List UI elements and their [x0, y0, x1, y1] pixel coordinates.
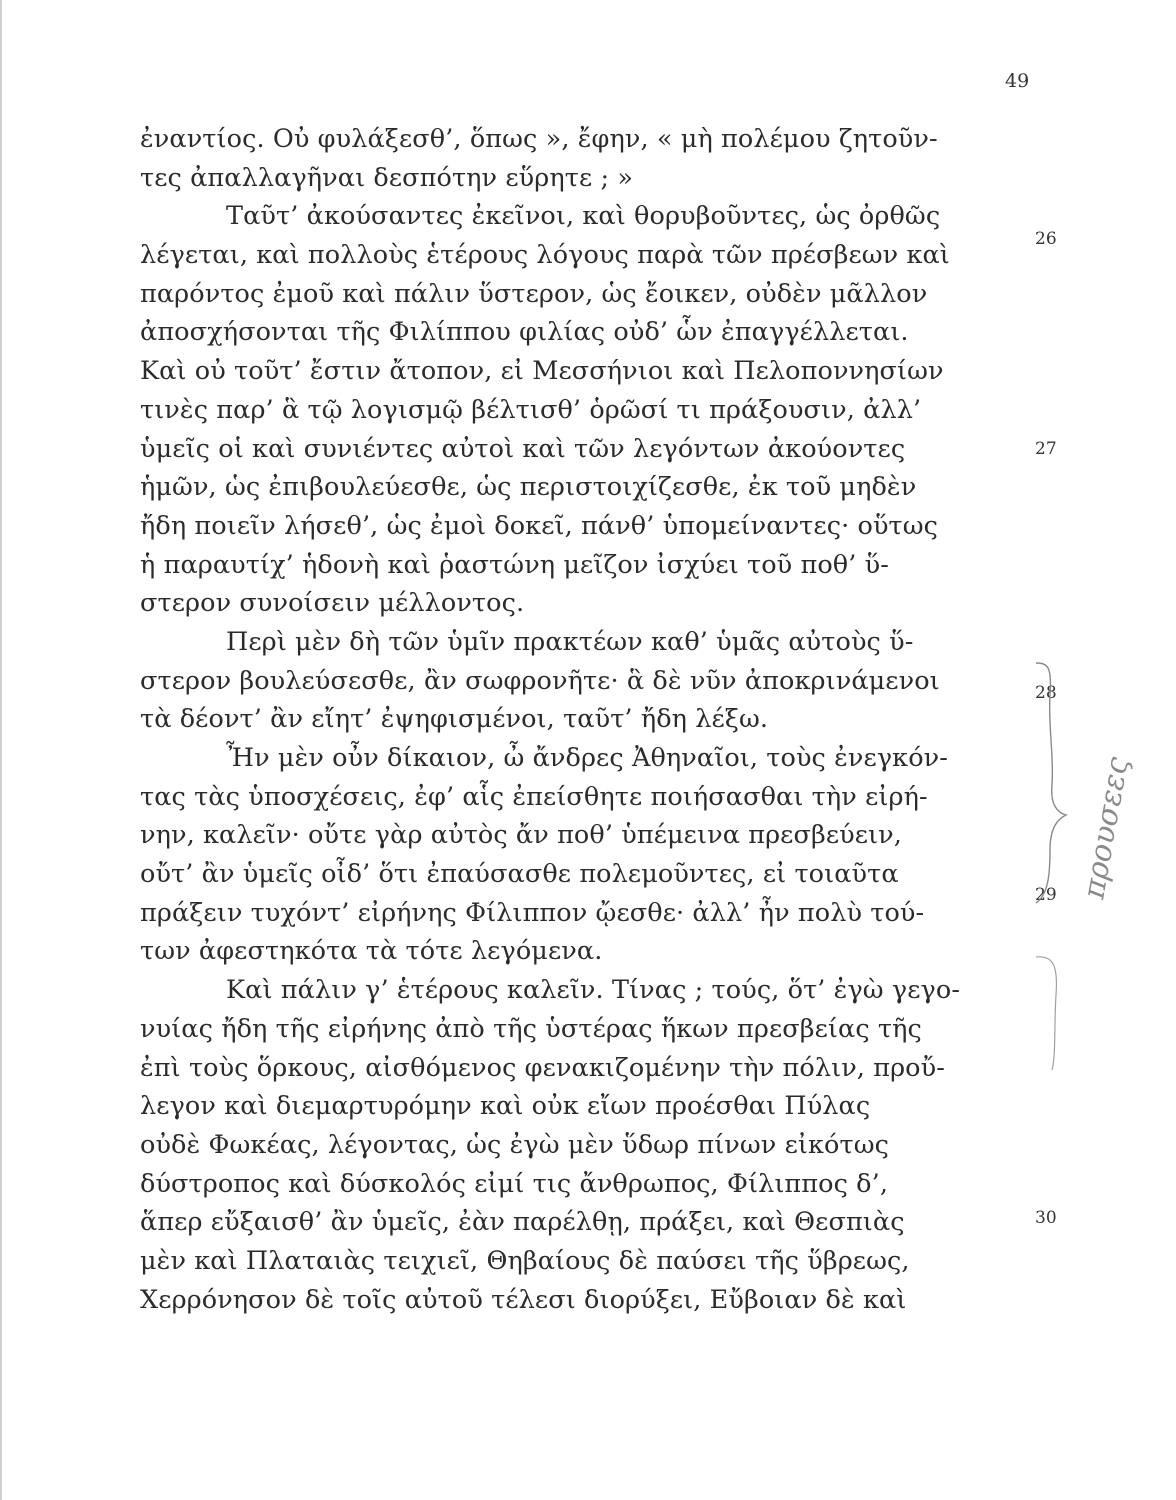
text-line: ἐναντίος. Οὐ φυλάξεσθ’, ὅπως », ἔφην, « μὴ πολέμου ζητοῦν- — [140, 124, 938, 154]
scan-edge-shadow — [0, 0, 6, 1500]
text-line: των ἀφεστηκότα τὰ τότε λεγόμενα. — [140, 936, 603, 967]
text-line: ἡ παραυτίχ’ ἡδονὴ καὶ ῥαστώνη μεῖζον ἰσχύει τοῦ ποθ’ ὕ- — [140, 549, 889, 580]
handwritten-margin-note — [1055, 690, 1136, 910]
text-line: δύστροπος καὶ δύσκολός εἰμί τις ἄνθρωπος, Φίλιππος δ’, — [140, 1168, 889, 1199]
text-line: ὑμεῖς οἱ καὶ συνιέντες αὐτοὶ καὶ τῶν λεγόντων ἀκούοντες — [140, 433, 906, 464]
text-line: πράξειν τυχόντ’ εἰρήνης Φίλιππον ᾤεσθε· ἀλλ’ ἦν πολὺ τού- — [140, 897, 925, 928]
text-line: τας τὰς ὑποσχέσεις, ἐφ’ αἷς ἐπείσθητε ποιήσασθαι τὴν εἰρή- — [140, 781, 928, 812]
text-line: ἀποσχήσονται τῆς Φιλίππου φιλίας οὐδ’ ὧν ἐπαγγέλλεται. — [140, 317, 909, 348]
text-line: Ἦν μὲν οὖν δίκαιον, ὦ ἄνδρες Ἀθηναῖοι, τοὺς ἐνεγκόν- — [226, 743, 948, 773]
text-line: τες ἀπαλλαγῆναι δεσπότην εὕρητε ; » — [140, 162, 634, 193]
text-line: τινὲς παρ’ ἃ τῷ λογισμῷ βέλτισθ’ ὁρῶσί τι πράξουσιν, ἀλλ’ — [140, 394, 922, 425]
main-text — [140, 120, 1020, 1319]
text-line: οὐδὲ Φωκέας, λέγοντας, ὡς ἐγὼ μὲν ὕδωρ πίνων εἰκότως — [140, 1129, 889, 1160]
text-line: Ταῦτ’ ἀκούσαντες ἐκεῖνοι, καὶ θορυβοῦντες, ὡς ὀρθῶς — [226, 201, 941, 232]
text-line: μὲν καὶ Πλαταιὰς τειχιεῖ, Θηβαίους δὲ παύσει τῆς ὕβρεως, — [140, 1245, 910, 1276]
text-line: Καὶ οὐ τοῦτ’ ἔστιν ἄτοπον, εἰ Μεσσήνιοι καὶ Πελοποννησίων — [140, 356, 944, 387]
text-line: στερον βουλεύσεσθε, ἂν σωφρονῆτε· ἃ δὲ νῦν ἀποκρινάμενοι — [140, 665, 940, 696]
section-number: 27 — [1035, 439, 1057, 459]
section-number: 26 — [1035, 229, 1057, 249]
text-line: Περὶ μὲν δὴ τῶν ὑμῖν πρακτέων καθ’ ὑμᾶς αὐτοὺς ὕ- — [226, 626, 914, 657]
page-number: 49 — [1005, 70, 1030, 92]
text-line: οὔτ’ ἂν ὑμεῖς οἶδ’ ὅτι ἐπαύσασθε πολεμοῦντες, εἰ τοιαῦτα — [140, 859, 899, 890]
text-line: στερον συνοίσειν μέλλοντος. — [140, 588, 525, 619]
handwritten-note-text: προυσεες — [1076, 754, 1136, 902]
text-line: ἅπερ εὔξαισθ’ ἂν ὑμεῖς, ἐὰν παρέλθῃ, πράξει, καὶ Θεσπιὰς — [140, 1207, 905, 1238]
text-line: λέγεται, καὶ πολλοὺς ἑτέρους λόγους παρὰ τῶν πρέσβεων καὶ — [140, 240, 950, 271]
section-number: 30 — [1035, 1208, 1057, 1228]
text-line: ἐπὶ τοὺς ὅρκους, αἰσθόμενος φενακιζομένην τὴν πόλιν, προὔ- — [140, 1052, 945, 1083]
text-line: νην, καλεῖν· οὔτε γὰρ αὐτὸς ἄν ποθ’ ὑπέμεινα πρεσβεύειν, — [140, 820, 902, 851]
text-line: λεγον καὶ διεμαρτυρόμην καὶ οὐκ εἴων προέσθαι Πύλας — [140, 1091, 871, 1122]
text-line: ἤδη ποιεῖν λήσεθ’, ὡς ἐμοὶ δοκεῖ, πάνθ’ ὑπομείναντες· οὕτως — [140, 510, 939, 541]
section-number: 29 — [1035, 885, 1057, 905]
section-number: 28 — [1035, 683, 1057, 703]
text-line: νυίας ἤδη τῆς εἰρήνης ἀπὸ τῆς ὑστέρας ἥκων πρεσβείας τῆς — [140, 1013, 922, 1044]
text-line: Χερρόνησον δὲ τοῖς αὐτοῦ τέλεσι διορύξει, Εὔβοιαν δὲ καὶ — [140, 1284, 907, 1315]
text-line: τὰ δέοντ’ ἂν εἴητ’ ἐψηφισμένοι, ταῦτ’ ἤδη λέξω. — [140, 704, 769, 735]
text-line: Καὶ πάλιν γ’ ἑτέρους καλεῖν. Τίνας ; τούς, ὅτ’ ἐγὼ γεγο- — [226, 975, 961, 1006]
text-line: ἡμῶν, ὡς ἐπιβουλεύεσθε, ὡς περιστοιχίζεσθε, ἐκ τοῦ μηδὲν — [140, 472, 917, 503]
text-line: παρόντος ἐμοῦ καὶ πάλιν ὕστερον, ὡς ἔοικεν, οὐδὲν μᾶλλον — [140, 278, 928, 309]
